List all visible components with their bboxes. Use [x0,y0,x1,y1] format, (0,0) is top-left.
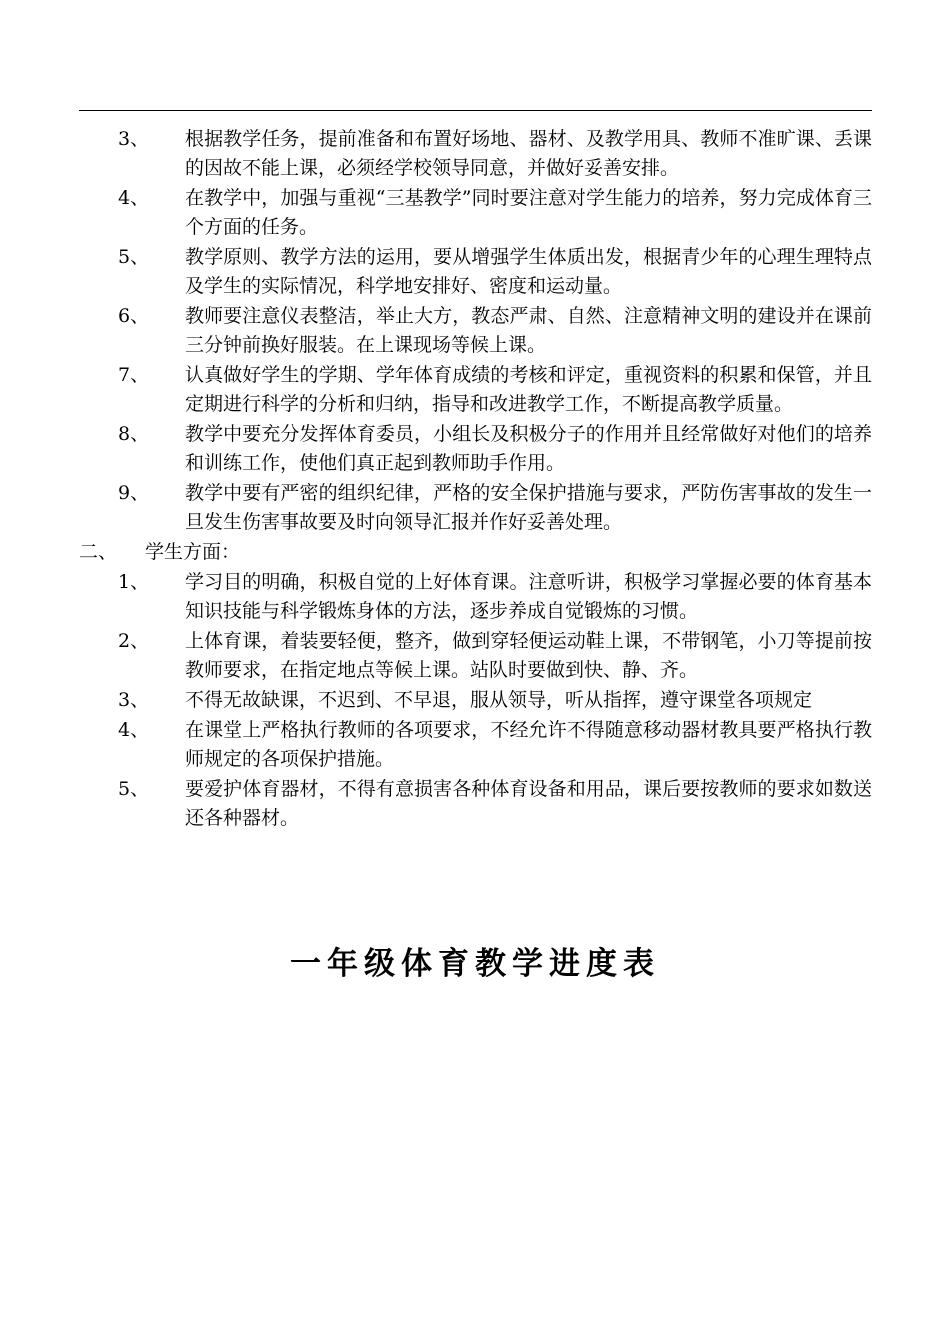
list-item [79,184,872,242]
header-rule [79,110,872,111]
item-text: 认真做好学生的学期、学年体育成绩的考核和评定，重视资料的积累和保管，并且定期进行科学的分析和归纳，指导和改进教学工作，不断提高教学质量。 [185,364,872,415]
list-item [79,568,872,626]
item-text: 在教学中，加强与重视“三基教学”同时要注意对学生能力的培养，努力完成体育三个方面的任务。 [185,187,872,238]
item-number: 9、 [118,482,150,504]
item-number: 8、 [118,423,150,445]
list-item [79,686,872,715]
section-label: 学生方面： [145,541,241,563]
item-text: 教师要注意仪表整洁，举止大方，教态严肃、自然、注意精神文明的建设并在课前三分钟前换好服装。在上课现场等候上课。 [185,305,872,356]
section-number: 二、 [79,541,118,563]
list-item [79,627,872,685]
item-text: 教学中要有严密的组织纪律，严格的安全保护措施与要求，严防伤害事故的发生一旦发生伤害事故要及时向领导汇报并作好妥善处理。 [185,482,872,533]
list-item [79,125,872,183]
item-number: 3、 [118,128,150,150]
item-number: 5、 [118,778,150,800]
item-number: 5、 [118,246,150,268]
item-text: 教学原则、教学方法的运用，要从增强学生体质出发，根据青少年的心理生理特点及学生的实际情况，科学地安排好、密度和运动量。 [185,246,872,297]
page-title: 一年级体育教学进度表 [290,946,660,982]
list-item [79,479,872,537]
item-number: 4、 [118,187,150,209]
item-text: 上体育课，着装要轻便，整齐，做到穿轻便运动鞋上课，不带钢笔，小刀等提前按教师要求，在指定地点等候上课。站队时要做到快、静、齐。 [185,630,872,681]
item-number: 7、 [118,364,150,386]
document-body [79,125,872,834]
list-item [79,302,872,360]
list-item [79,716,872,774]
list-item [79,775,872,833]
item-text: 在课堂上严格执行教师的各项要求，不经允许不得随意移动器材教具要严格执行教师规定的各项保护措施。 [185,719,872,770]
item-number: 6、 [118,305,150,327]
item-text: 教学中要充分发挥体育委员，小组长及积极分子的作用并且经常做好对他们的培养和训练工作，使他们真正起到教师助手作用。 [185,423,872,474]
item-text: 不得无故缺课，不迟到、不早退，服从领导，听从指挥，遵守课堂各项规定 [185,689,813,711]
item-text: 根据教学任务，提前准备和布置好场地、器材、及教学用具、教师不准旷课、丢课的因故不能上课，必须经学校领导同意，并做好妥善安排。 [185,128,872,179]
item-number: 3、 [118,689,150,711]
section-heading-students [79,538,872,567]
list-item [79,243,872,301]
item-text: 学习目的明确，积极自觉的上好体育课。注意听讲，积极学习掌握必要的体育基本知识技能与科学锻炼身体的方法，逐步养成自觉锻炼的习惯。 [185,571,872,622]
item-number: 2、 [118,630,150,652]
item-text: 要爱护体育器材，不得有意损害各种体育设备和用品，课后要按教师的要求如数送还各种器材。 [185,778,872,829]
student-rules-list [79,568,872,833]
teacher-rules-list [79,125,872,537]
item-number: 4、 [118,719,150,741]
list-item [79,420,872,478]
list-item [79,361,872,419]
item-number: 1、 [118,571,150,593]
